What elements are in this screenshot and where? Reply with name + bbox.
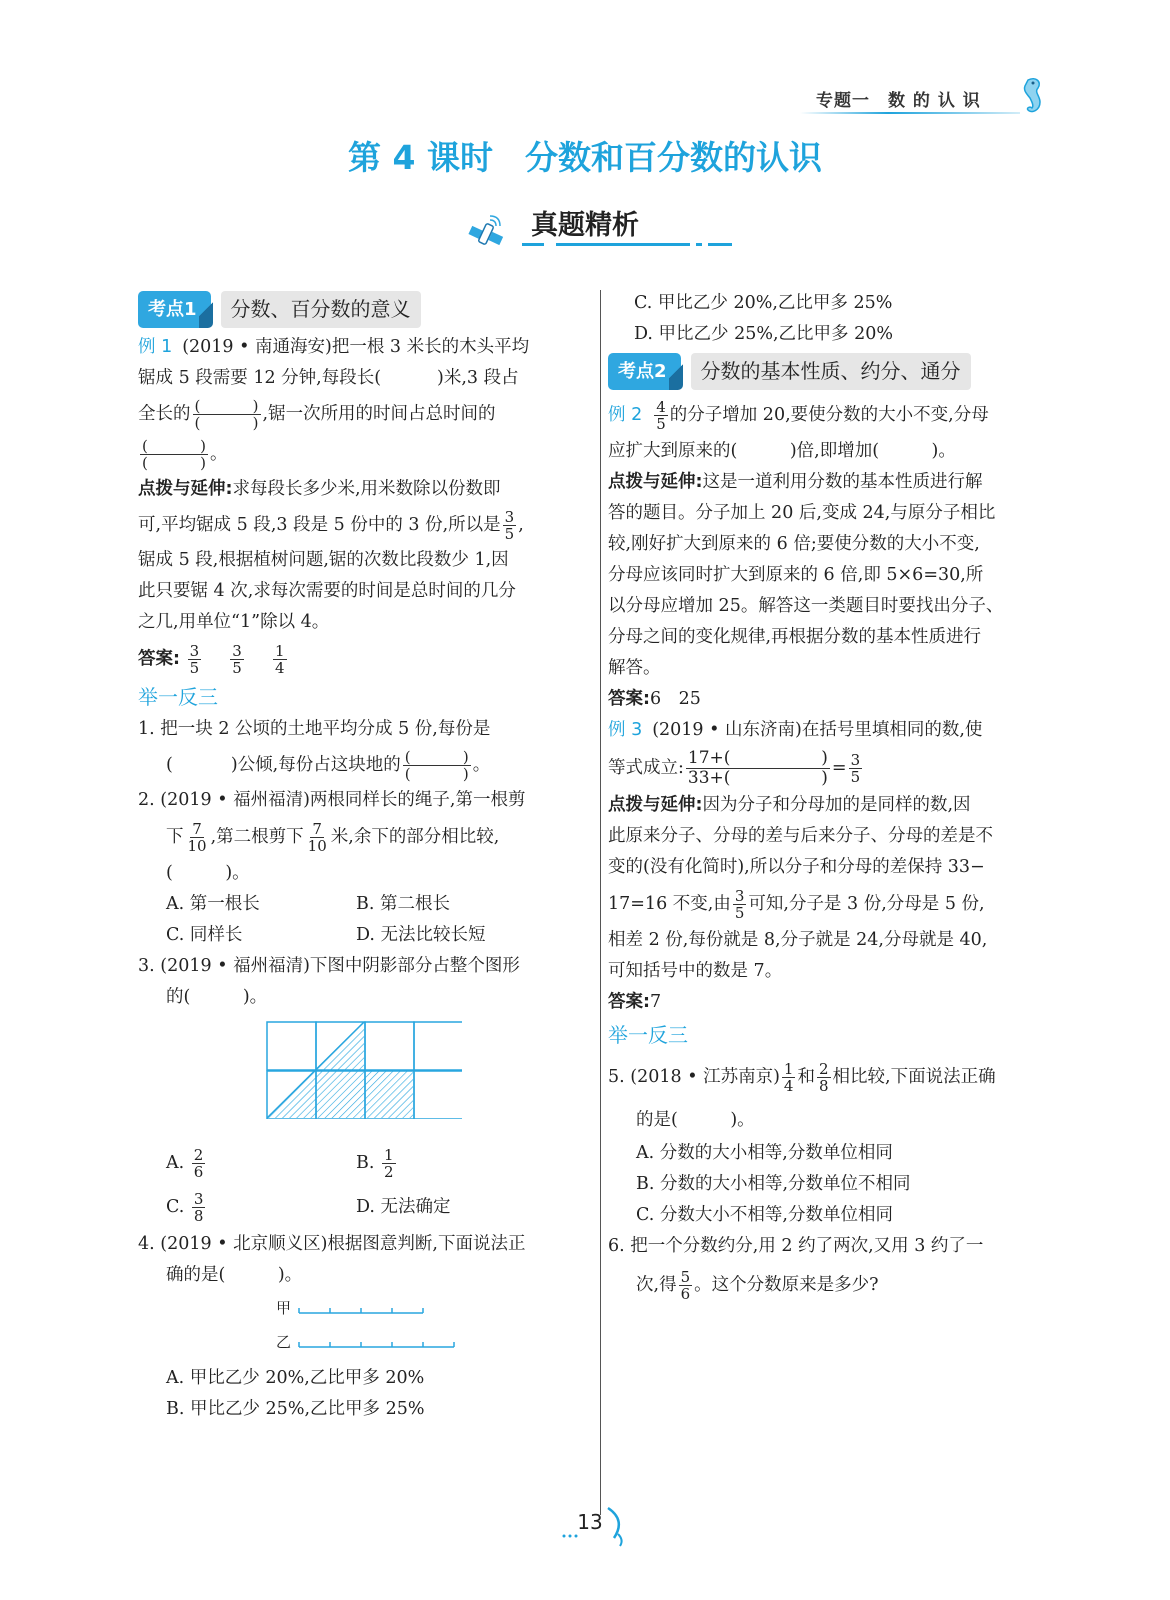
example-2 [608,394,1062,715]
grid-cell [365,1022,414,1070]
example-1 [138,332,578,680]
hint-text: 变的(没有化简时),所以分子和分母的差保持 33− [608,857,985,877]
kaodian-2-heading [608,352,1062,390]
question-text: )公倾,每份占这块地的 [230,755,401,775]
right-column [608,288,1062,1308]
hint-text: 较,刚好扩大到原来的 6 倍;要使分数的大小不变, [608,534,980,554]
hint-text: 17=16 不变,由 [608,894,731,914]
example-label: 例 1 [138,337,173,357]
question-text: 相比较,下面说法正确 [832,1067,996,1087]
blank-fraction: ( ) ( ) [142,437,206,472]
options [138,1185,578,1229]
question-text: 把一个分数约分,用 2 约了两次,又用 3 约了一 [630,1236,984,1256]
example-text: 。 [210,444,228,464]
shaded-grid-figure [266,1021,462,1119]
answer-fraction: $\frac{3}{5}$ [232,642,242,677]
option[interactable]: A. 分数的大小相等,分数单位相同 [636,1143,893,1163]
fraction: $\frac{3}{5}$ [850,751,861,786]
example-text: ,锯一次所用的时间占总时间的 [262,404,496,424]
example-text: )米,3 段占 [437,368,519,388]
question-6 [608,1231,1062,1308]
option[interactable]: B. 第二根长 [356,894,450,914]
question-2 [138,785,578,951]
question-text: 次,得 [636,1275,677,1295]
option[interactable]: B. $\frac{1}{2}$ [356,1146,394,1181]
left-column [138,288,578,1425]
answer-fraction: $\frac{1}{4}$ [274,642,285,677]
hint-label: 点拨与延伸: [138,479,233,499]
fraction: $\frac{7}{10}$ [187,820,207,855]
blank-fraction: ( ) ( ) [194,397,259,432]
option[interactable]: C. 甲比乙少 20%,乙比甲多 25% [634,293,893,313]
hint-text: 锯成 5 段,根据植树问题,锯的次数比段数少 1,因 [138,550,509,570]
answer-label: 答案: [138,649,180,669]
option[interactable]: C. 同样长 [166,925,243,945]
option[interactable]: D. 甲比乙少 25%,乙比甲多 20% [634,324,894,344]
header-topic-name: 数 的 认 识 [888,91,981,111]
example-label: 例 3 [608,720,643,740]
seahorse-icon [1018,76,1046,116]
lesson-name: 分数和百分数的认识 [524,138,822,177]
hint-text: 求每段长多少米,用米数除以份数即 [232,479,501,499]
question-number: 1. [138,719,155,739]
answer-value: 7 [650,992,662,1012]
example-3 [608,715,1062,1018]
hint-label: 点拨与延伸: [608,795,703,815]
options [138,889,578,920]
hint-text: 之几,用单位“1”除以 4。 [138,612,330,632]
kaodian-title: 分数、百分数的意义 [221,291,421,328]
hint-text: 此原来分子、分母的差与后来分子、分母的差是不 [608,826,993,846]
options [138,1141,578,1185]
option[interactable]: A. 第一根长 [166,894,260,914]
question-5 [608,1052,1062,1231]
bar-label-jia: 甲 [276,1299,292,1317]
question-text: (2019 • 福州福清)下图中阴影部分占整个图形 [160,956,520,976]
hint-text: 可知括号中的数是 7。 [608,961,783,981]
hint-label: 点拨与延伸: [608,472,703,492]
question-text: 把一块 2 公顷的土地平均分成 5 份,每份是 [160,719,491,739]
hint-text: 以分母应增加 25。解答这一类题目时要找出分子、 [608,596,1004,616]
figure-container [138,1013,578,1141]
option[interactable]: A. 甲比乙少 20%,乙比甲多 20% [166,1368,425,1388]
answer-value: 6 25 [650,689,701,709]
header-topic: 专题一 [816,91,870,111]
hint-text: 相差 2 份,每份就是 8,分子就是 24,分母就是 40, [608,930,988,950]
equals-sign: = [831,758,847,778]
hint-text: 答的题目。分子加上 20 后,变成 24,与原分子相比 [608,503,996,523]
hint-text: 因为分子和分母加的是同样的数,因 [702,795,971,815]
hint-text: 分母之间的变化规律,再根据分数的基本性质进行 [608,627,982,647]
question-text: (2019 • 北京顺义区)根据图意判断,下面说法正 [160,1234,526,1254]
question-number: 4. [138,1234,155,1254]
fraction: $\frac{4}{5}$ [656,398,666,433]
example-text: (2019 • 南通海安)把一根 3 米长的木头平均 [182,337,530,357]
question-number: 5. [608,1067,625,1087]
example-text: 锯成 5 段需要 12 分钟,每段长( [138,368,382,388]
question-3 [138,951,578,1229]
practice-heading: 举一反三 [608,1023,688,1047]
kaodian-badge: 考点1 [138,291,211,328]
practice-heading: 举一反三 [138,685,218,709]
grid-cell [414,1022,462,1070]
answer-label: 答案: [608,689,650,709]
running-header [816,86,981,111]
hint-text: , [518,515,524,535]
column-divider [600,290,601,1515]
question-text: 下 [166,827,184,847]
hint-text: 此只要锯 4 次,求每次需要的时间是总时间的几分 [138,581,516,601]
answer-fraction: $\frac{3}{5}$ [189,642,200,677]
question-text: 。这个分数原来是多少? [694,1275,879,1295]
question-4 [138,1229,578,1425]
bar-label-yi: 乙 [276,1333,292,1351]
kaodian-1-heading [138,290,578,328]
example-text: (2019 • 山东济南)在括号里填相同的数,使 [652,720,983,740]
answer-blank: ( )。 [166,863,250,883]
fraction: $\frac{2}{8}$ [818,1060,829,1095]
question-text: 和 [797,1067,815,1087]
option[interactable]: C. $\frac{3}{8}$ [166,1190,204,1225]
options [138,920,578,951]
segment-bar-yi [298,1337,458,1349]
section-title: 真题精析 [531,210,639,241]
option[interactable]: D. 无法确定 [356,1197,451,1217]
grid-cell [414,1071,462,1119]
example-text: 应扩大到原来的( )倍,即增加( )。 [608,441,956,461]
question-1 [138,714,578,785]
lesson-number: 第 4 课时 [348,138,493,177]
fraction: $\frac{7}{10}$ [307,820,327,855]
equation-fraction: 17+( ) 33+( ) [687,748,828,788]
example-text: 的分子增加 20,要使分数的大小不变,分母 [669,405,989,425]
fraction: $\frac{5}{6}$ [680,1268,691,1303]
question-text: ,第二根剪下 [210,827,304,847]
example-text: 等式成立: [608,758,684,778]
grid-cell [267,1022,316,1070]
question-text: 的是( )。 [636,1110,755,1130]
question-text: 米,余下的部分相比较, [330,827,500,847]
hint-text: 这是一道利用分数的基本性质进行解 [702,472,983,492]
option[interactable]: D. 无法比较长短 [356,925,486,945]
hint-text: 解答。 [608,658,661,678]
question-text: 确的是( )。 [166,1265,303,1285]
question-text: (2018 • 江苏南京) [630,1067,780,1087]
option[interactable]: A. $\frac{2}{6}$ [166,1146,204,1181]
example-text: 全长的 [138,404,191,424]
blank-fraction: ( ) ( ) [404,748,469,783]
fraction: $\frac{1}{4}$ [783,1060,794,1095]
header-underline [800,112,1020,114]
hint-text: 分母应该同时扩大到原来的 6 倍,即 5×6=30,所 [608,565,984,585]
page-number: 13 [577,1510,603,1534]
fraction: $\frac{3}{5}$ [504,508,515,543]
option[interactable]: B. 甲比乙少 25%,乙比甲多 25% [166,1399,425,1419]
question-text: 。 [472,755,491,775]
question-number: 2. [138,790,155,810]
kaodian-badge: 考点2 [608,353,681,390]
question-text: 的( )。 [166,987,268,1007]
hint-text: 可知,分子是 3 份,分母是 5 份, [748,894,985,914]
hint-text: 可,平均锯成 5 段,3 段是 5 份中的 3 份,所以是 [138,515,501,535]
section-title-underline [522,243,732,247]
option[interactable]: B. 分数的大小相等,分数单位不相同 [636,1174,911,1194]
kaodian-title: 分数的基本性质、约分、通分 [691,353,971,390]
question-text: (2019 • 福州福清)两根同样长的绳子,第一根剪 [160,790,526,810]
fraction: $\frac{3}{5}$ [734,887,745,922]
question-text: ( [166,755,173,775]
bar-figure [138,1291,578,1363]
lesson-title [0,132,1170,179]
example-label: 例 2 [608,405,643,425]
answer-label: 答案: [608,992,650,1012]
question-number: 6. [608,1236,625,1256]
option[interactable]: C. 分数大小不相等,分数单位相同 [636,1205,893,1225]
question-number: 3. [138,956,155,976]
segment-bar-jia [298,1303,428,1315]
